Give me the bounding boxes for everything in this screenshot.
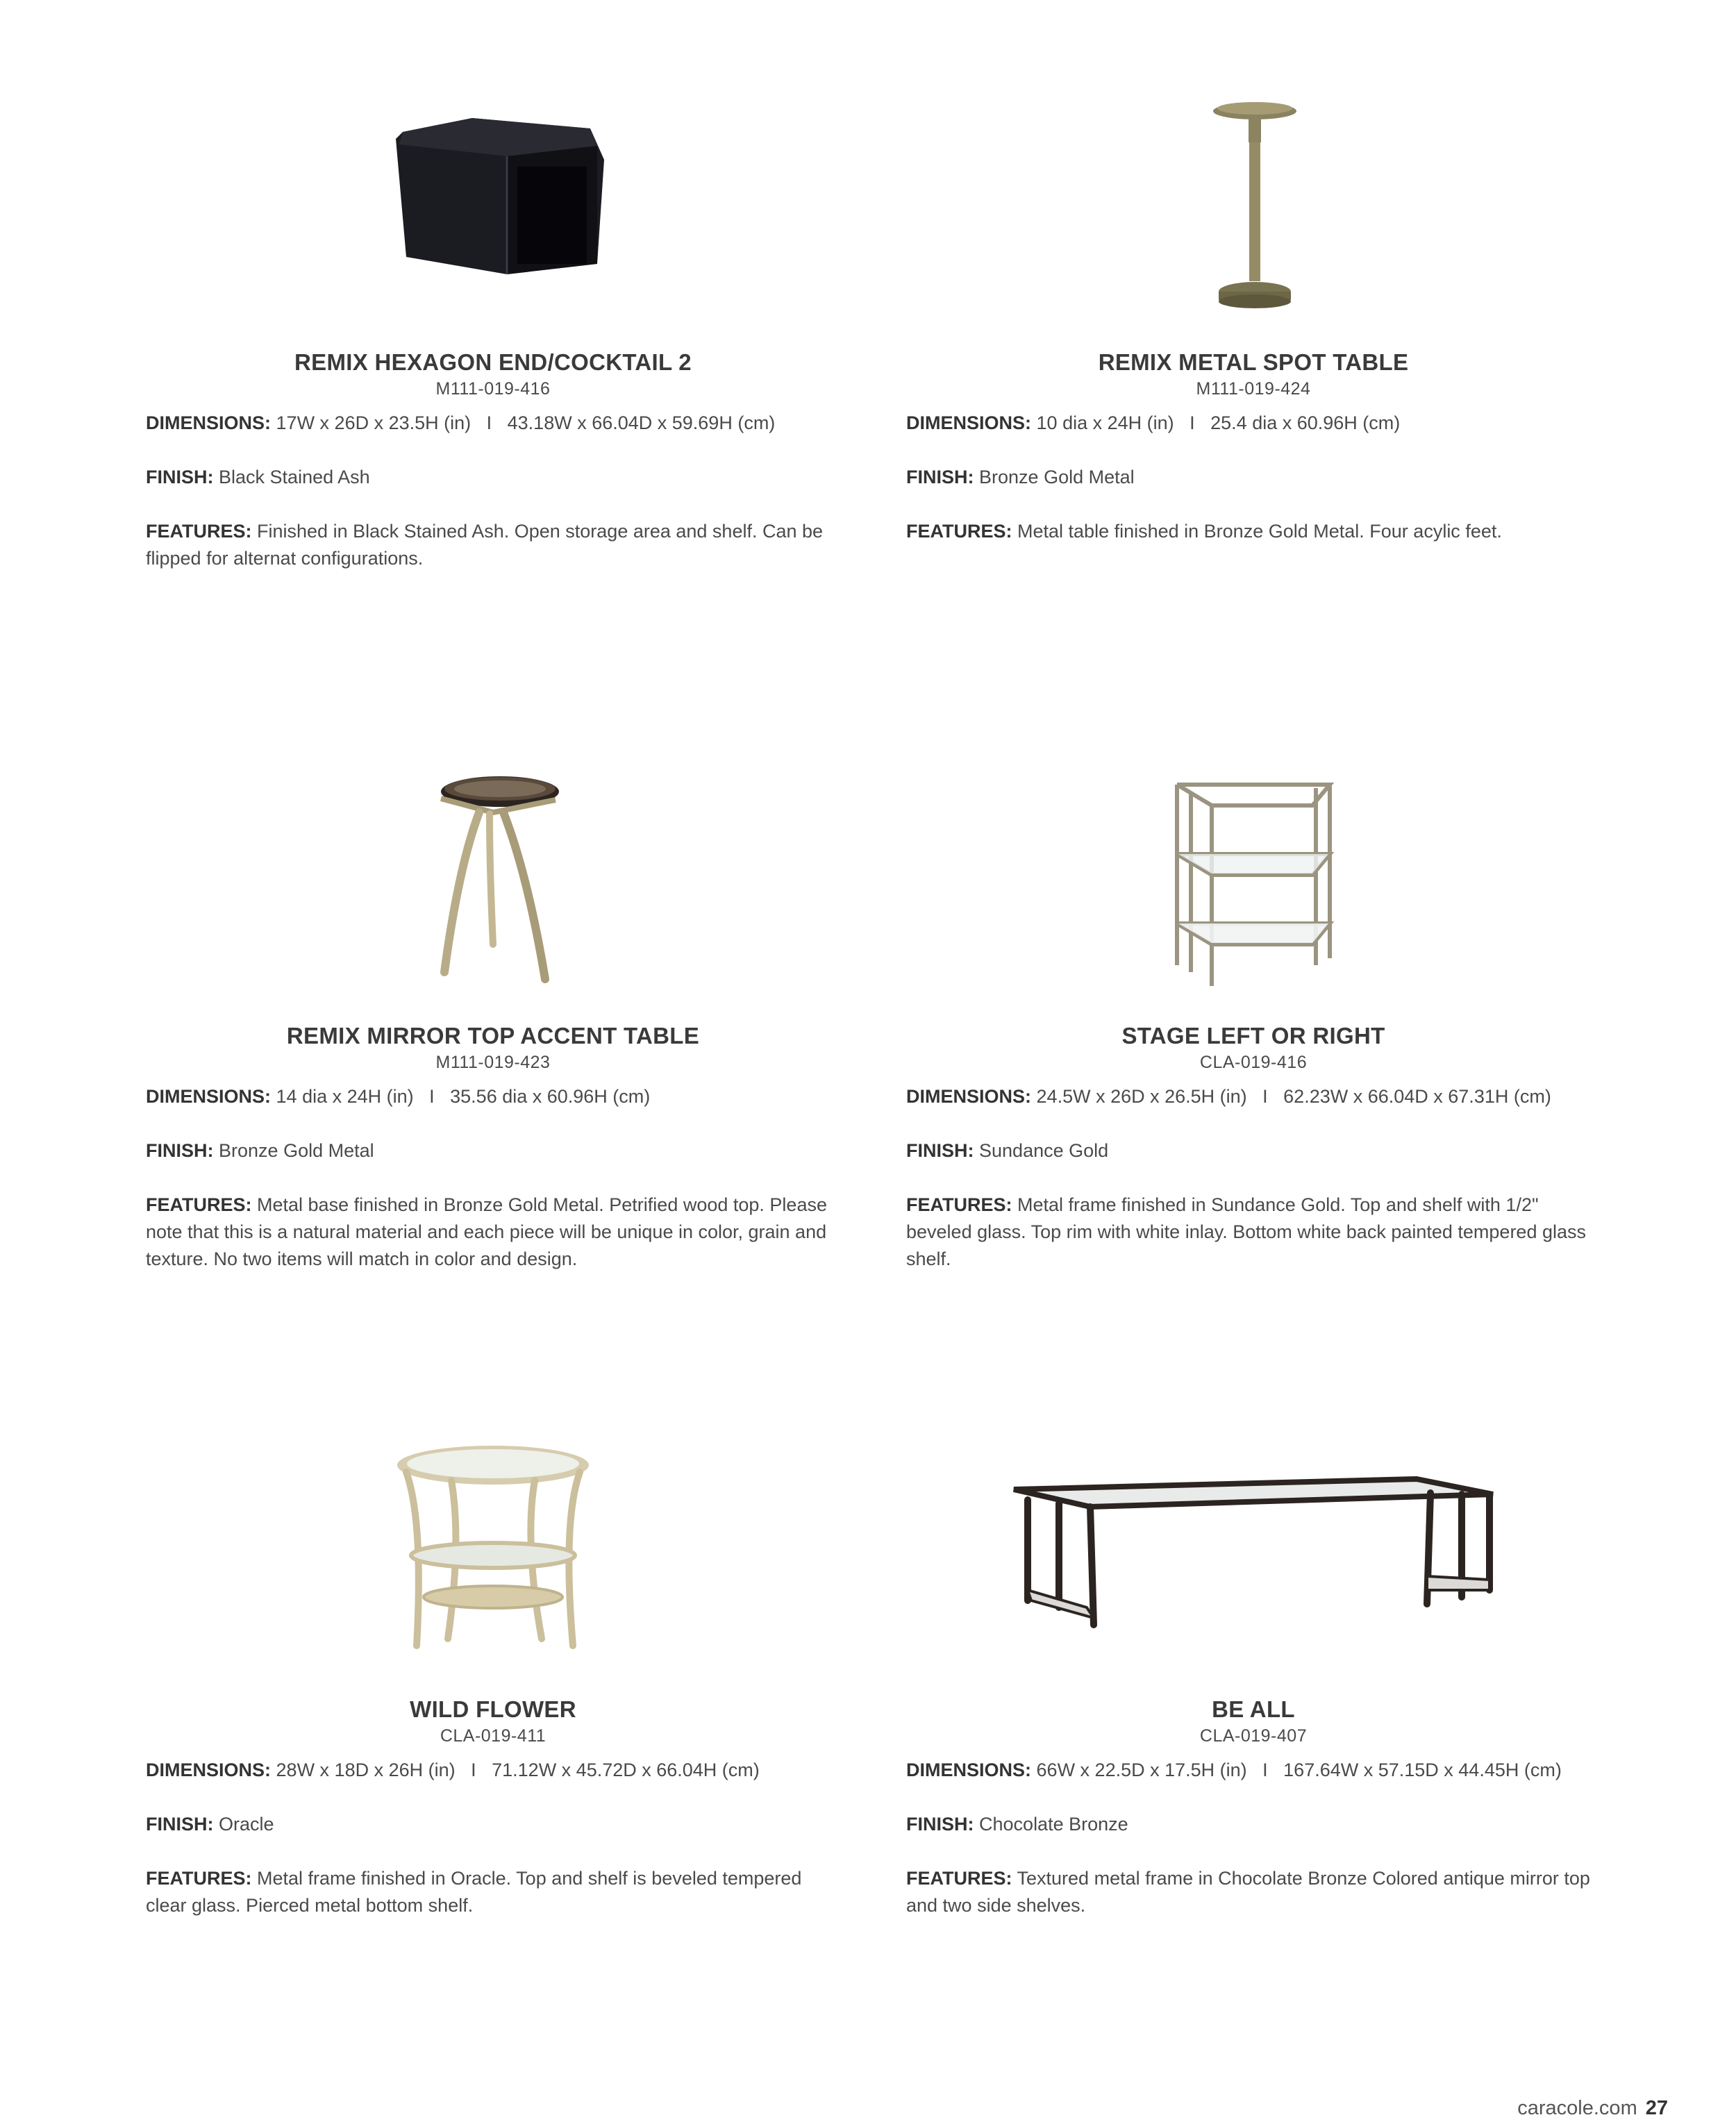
product-dimensions (906, 1757, 1601, 1784)
product-features (146, 518, 840, 572)
hexagon-table-illustration (375, 90, 611, 326)
finish-value: Bronze Gold Metal (979, 467, 1135, 487)
finish-value: Black Stained Ash (219, 467, 370, 487)
product-image (146, 1437, 840, 1673)
dimensions-value: 14 dia x 24H (in) I 35.56 dia x 60.96H (cm) (276, 1086, 651, 1107)
dimensions-label: DIMENSIONS: (906, 1086, 1032, 1107)
features-value: Metal frame finished in Oracle. Top and shelf is beveled tempered clear glass. Pierced metal bottom shelf. (146, 1868, 802, 1916)
dimensions-value: 10 dia x 24H (in) I 25.4 dia x 60.96H (cm) (1036, 412, 1401, 433)
features-label: FEATURES: (906, 1868, 1012, 1889)
product-title: BE ALL (1212, 1696, 1295, 1722)
finish-label: FINISH: (906, 1814, 974, 1835)
page-footer (1517, 2097, 1668, 2120)
product-sku: CLA-019-407 (1199, 1726, 1308, 1746)
product-features (906, 1192, 1601, 1273)
finish-label: FINISH: (906, 467, 974, 487)
product-finish (906, 1811, 1601, 1838)
dimensions-label: DIMENSIONS: (146, 1760, 272, 1780)
footer-site: caracole.com (1517, 2097, 1637, 2119)
dimensions-label: DIMENSIONS: (906, 412, 1032, 433)
features-label: FEATURES: (146, 521, 252, 542)
dimensions-label: DIMENSIONS: (146, 412, 272, 433)
product-dimensions (906, 1083, 1601, 1110)
features-label: FEATURES: (906, 1194, 1012, 1215)
accent-table-illustration (375, 764, 611, 1000)
dimensions-value: 24.5W x 26D x 26.5H (in) I 62.23W x 66.04D x 67.31H (cm) (1036, 1086, 1551, 1107)
product-sku: M111-019-416 (435, 379, 551, 399)
product-features (146, 1865, 840, 1919)
be-all-table-illustration (1010, 1437, 1496, 1673)
finish-value: Oracle (219, 1814, 274, 1835)
finish-label: FINISH: (146, 467, 214, 487)
finish-value: Bronze Gold Metal (219, 1140, 374, 1161)
product-title: REMIX MIRROR TOP ACCENT TABLE (286, 1023, 700, 1049)
product-features (146, 1192, 840, 1273)
features-value: Textured metal frame in Chocolate Bronze Colored antique mirror top and two side shelves. (906, 1868, 1590, 1916)
product-finish (146, 1811, 840, 1838)
features-label: FEATURES: (906, 521, 1012, 542)
finish-label: FINISH: (906, 1140, 974, 1161)
product-dimensions (146, 410, 840, 437)
dimensions-value: 28W x 18D x 26H (in) I 71.12W x 45.72D x 66.04H (cm) (276, 1760, 760, 1780)
page-number: 27 (1645, 2097, 1668, 2119)
finish-label: FINISH: (146, 1140, 214, 1161)
finish-value: Chocolate Bronze (979, 1814, 1128, 1835)
product-sku: M111-019-423 (435, 1053, 551, 1072)
features-value: Metal frame finished in Sundance Gold. Top and shelf with 1/2" beveled glass. Top rim with white inlay. Bottom white back painted tempered glass shelf. (906, 1194, 1587, 1269)
product-finish (906, 1137, 1601, 1164)
product-sku: CLA-019-416 (1199, 1053, 1308, 1072)
features-label: FEATURES: (146, 1194, 252, 1215)
product-sku: M111-019-424 (1196, 379, 1311, 399)
product-dimensions (146, 1757, 840, 1784)
product-features (906, 518, 1601, 545)
dimensions-value: 66W x 22.5D x 17.5H (in) I 167.64W x 57.15D x 44.45H (cm) (1036, 1760, 1562, 1780)
product-title: REMIX HEXAGON END/COCKTAIL 2 (294, 349, 692, 375)
dimensions-label: DIMENSIONS: (906, 1760, 1032, 1780)
product-title: WILD FLOWER (410, 1696, 576, 1722)
product-image (146, 764, 840, 1000)
product-dimensions (906, 410, 1601, 437)
features-value: Finished in Black Stained Ash. Open storage area and shelf. Can be flipped for alternat configurations. (146, 521, 824, 569)
product-dimensions (146, 1083, 840, 1110)
features-value: Metal base finished in Bronze Gold Metal. Petrified wood top. Please note that this is a natural material and each piece will be unique in color, grain and texture. No two items will match in color and design. (146, 1194, 827, 1269)
product-finish (146, 1137, 840, 1164)
features-label: FEATURES: (146, 1868, 252, 1889)
product-finish (906, 464, 1601, 491)
wild-flower-table-illustration (375, 1437, 611, 1673)
product-features (906, 1865, 1601, 1919)
features-value: Metal table finished in Bronze Gold Metal. Four acylic feet. (1017, 521, 1502, 542)
finish-label: FINISH: (146, 1814, 214, 1835)
product-finish (146, 464, 840, 491)
product-image (906, 764, 1601, 1000)
dimensions-label: DIMENSIONS: (146, 1086, 272, 1107)
dimensions-value: 17W x 26D x 23.5H (in) I 43.18W x 66.04D x 59.69H (cm) (276, 412, 776, 433)
product-title: REMIX METAL SPOT TABLE (1098, 349, 1409, 375)
stage-table-illustration (1135, 764, 1371, 1000)
product-image (906, 90, 1601, 326)
product-image (146, 90, 840, 326)
product-title: STAGE LEFT OR RIGHT (1121, 1023, 1385, 1049)
product-image (906, 1437, 1601, 1673)
spot-table-illustration (1135, 90, 1371, 326)
finish-value: Sundance Gold (979, 1140, 1109, 1161)
product-sku: CLA-019-411 (440, 1726, 546, 1746)
